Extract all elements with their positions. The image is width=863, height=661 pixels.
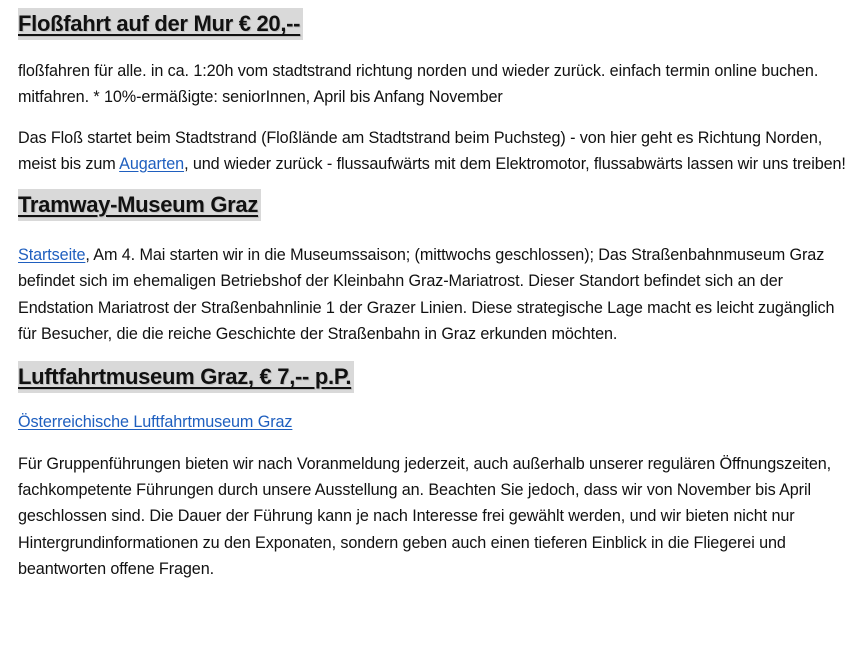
heading-tramway: Tramway-Museum Graz <box>18 189 261 221</box>
flossfahrt-detail-text-after: , und wieder zurück - flussaufwärts mit dem Elektromotor, flussabwärts lassen wir uns treiben! <box>184 154 846 173</box>
startseite-link[interactable]: Startseite <box>18 246 86 265</box>
flossfahrt-detail-text-before: Das Floß startet beim Stadtstrand (Floßlände am Stadtstrand beim Puchsteg) - von hier geht es Richtung Norden, meist bis zum <box>18 128 823 173</box>
augarten-link[interactable]: Augarten <box>119 154 185 173</box>
heading-flossfahrt: Floßfahrt auf der Mur € 20,-- <box>18 8 303 40</box>
tramway-paragraph <box>18 242 848 347</box>
section-tramway <box>18 189 863 347</box>
section-luftfahrt <box>18 361 863 582</box>
heading-luftfahrt: Luftfahrtmuseum Graz, € 7,-- p.P. <box>18 361 354 393</box>
section-flossfahrt <box>18 8 863 177</box>
luftfahrt-link-paragraph <box>18 409 848 435</box>
tramway-paragraph-text: , Am 4. Mai starten wir in die Museumssaison; (mittwochs geschlossen); Das Straßenbahnmuseum Graz befindet sich im ehemaligen Betriebshof der Kleinbahn Graz-Mariatrost. Dieser Standort befindet sich an der Endstation Mariatrost der Straßenbahnlinie 1 der Grazer Linien. Diese strategische Lage macht es leicht zugänglich für Besucher, die die reiche Geschichte der Straßenbahn in Graz erkunden möchten. <box>18 246 835 344</box>
flossfahrt-detail-paragraph <box>18 125 848 178</box>
luftfahrt-paragraph: Für Gruppenführungen bieten wir nach Voranmeldung jederzeit, auch außerhalb unserer regulären Öffnungszeiten, fachkompetente Führungen durch unsere Ausstellung an. Beachten Sie jedoch, dass wir von November bis April geschlossen sind. Die Dauer der Führung kann je nach Interesse frei gewählt werden, und wir bieten nicht nur Hintergrundinformationen zu den Exponaten, sondern geben auch einen tieferen Einblick in die Fliegerei und beantworten offene Fragen. <box>18 454 832 578</box>
luftfahrtmuseum-link[interactable]: Österreichische Luftfahrtmuseum Graz <box>18 413 293 432</box>
flossfahrt-intro-paragraph: floßfahren für alle. in ca. 1:20h vom stadtstrand richtung norden und wieder zurück. einfach termin online buchen. mitfahren. * 10%-ermäßigte: seniorInnen, April bis Anfang November <box>18 62 819 107</box>
